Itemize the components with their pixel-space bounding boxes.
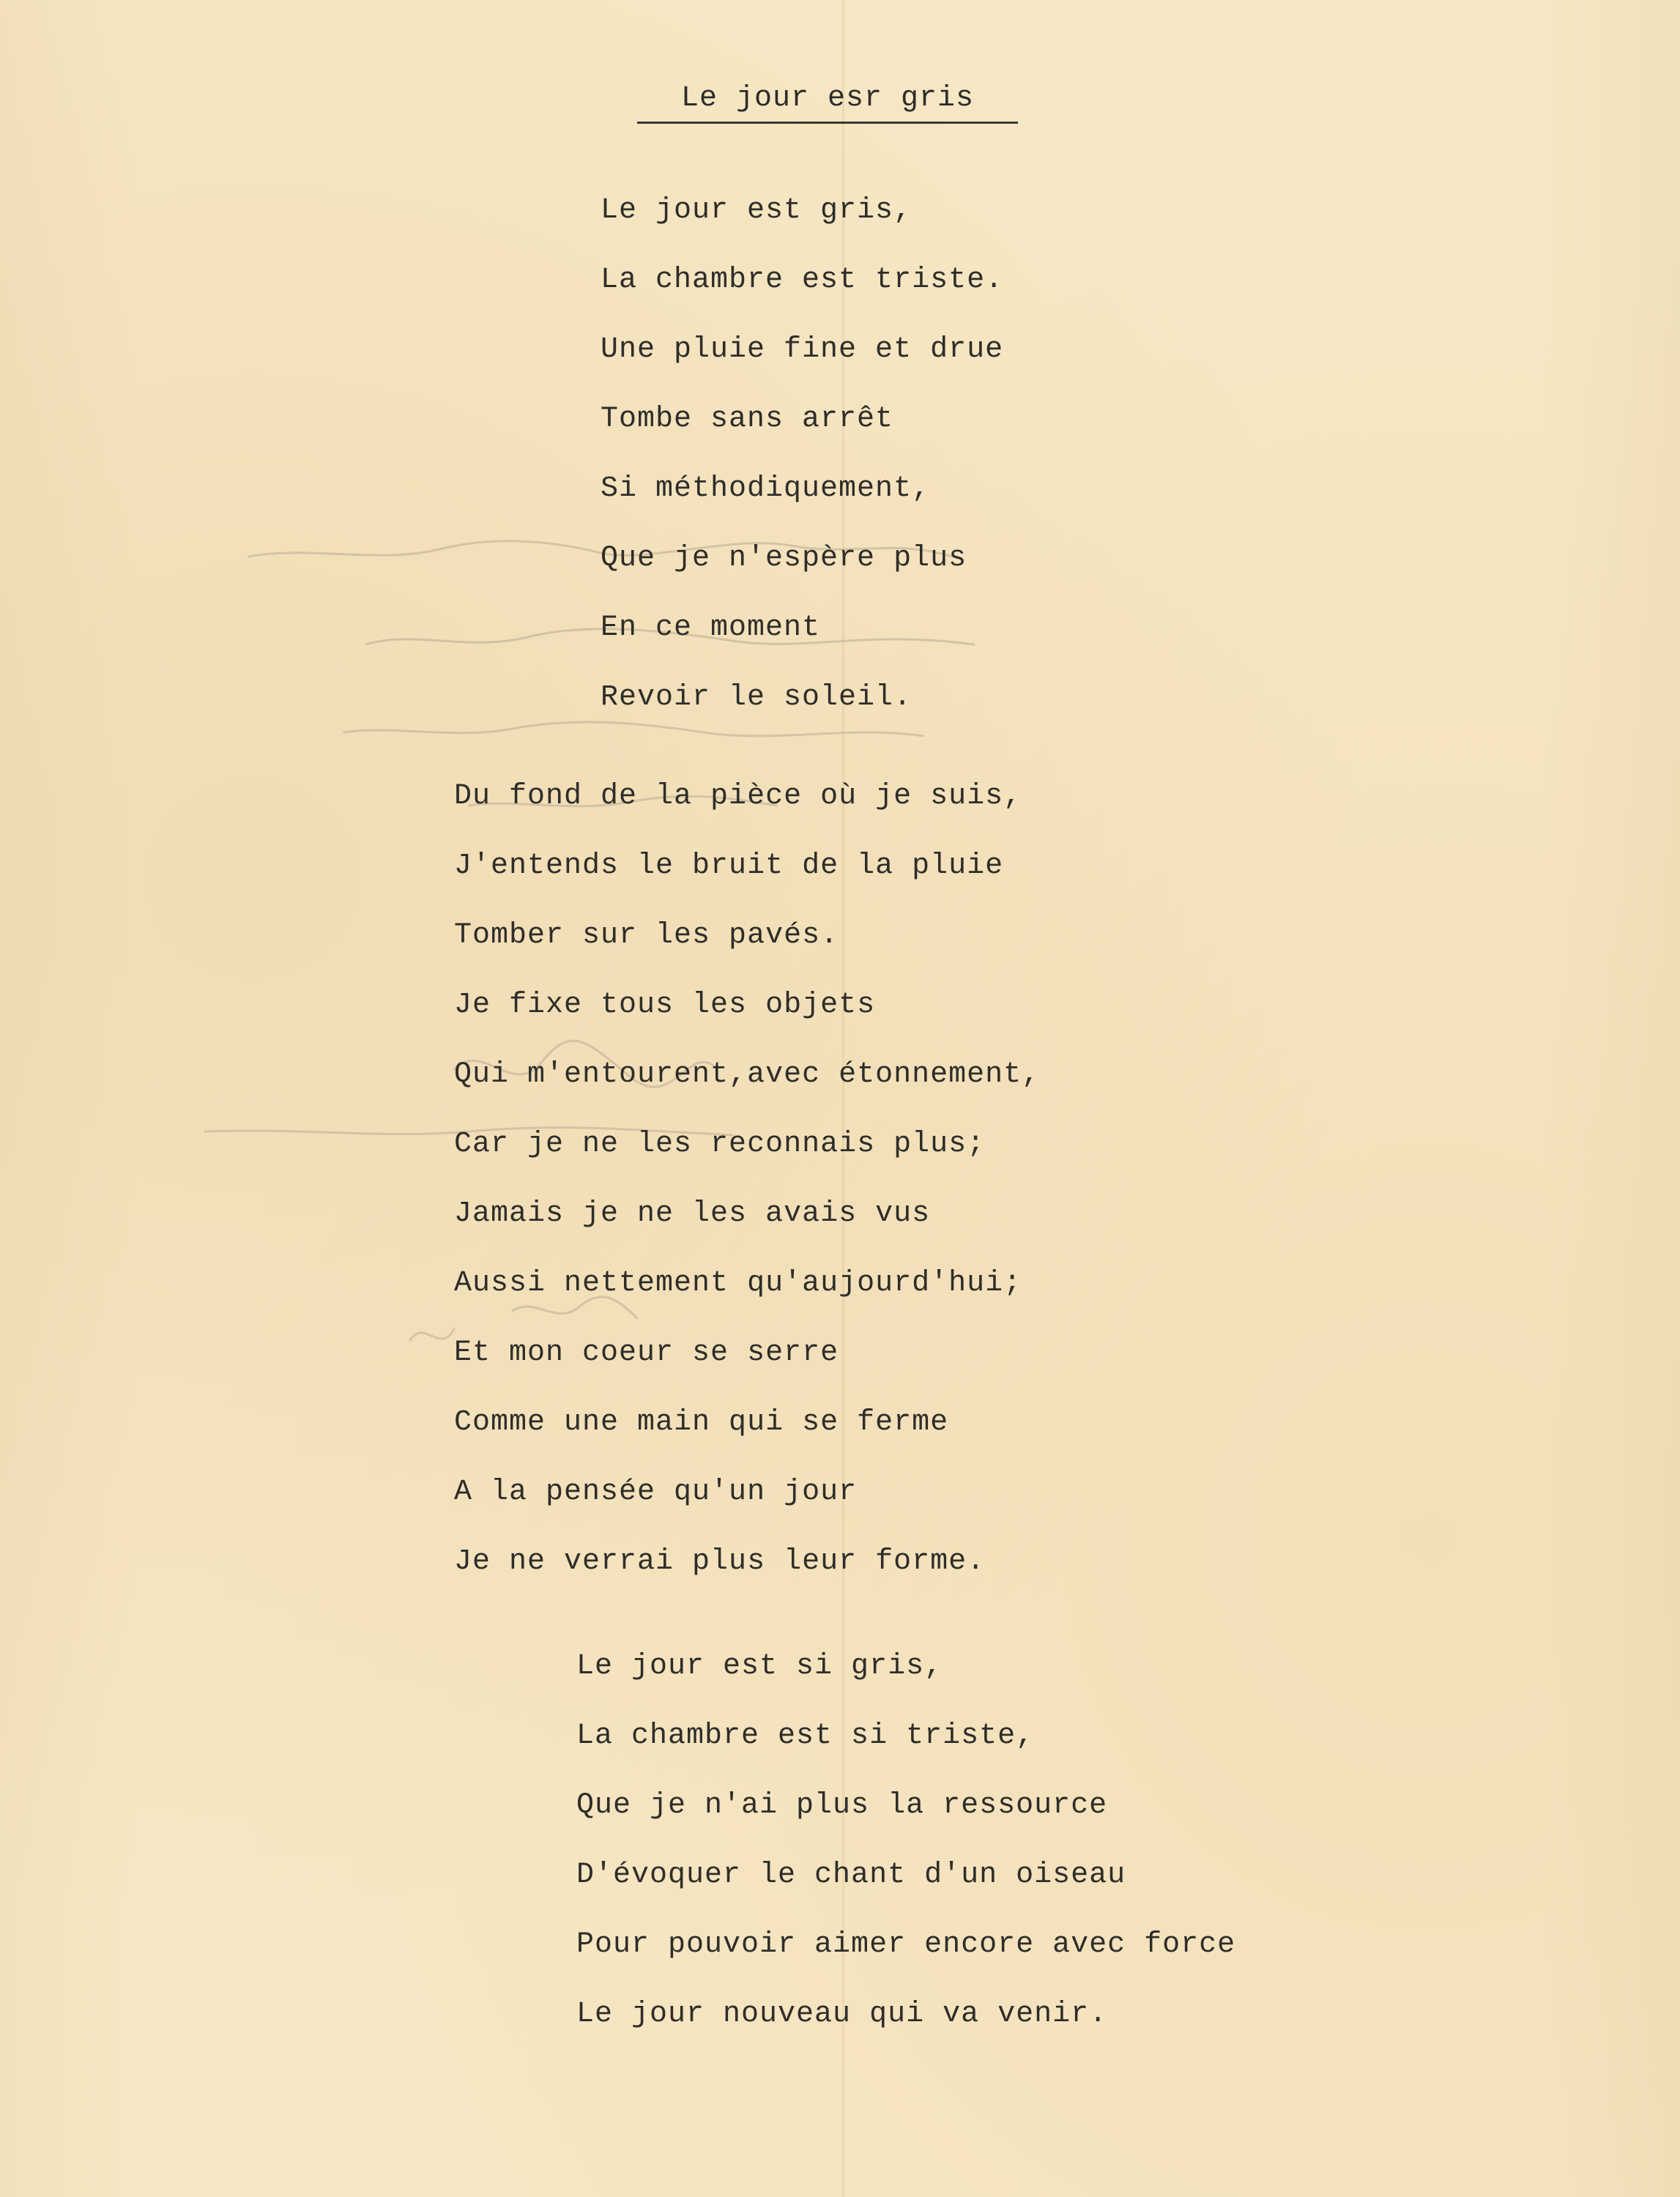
poem-line: Aussi nettement qu'aujourd'hui;	[454, 1267, 1022, 1300]
title-underline	[637, 122, 1018, 124]
poem-line: Jamais je ne les avais vus	[454, 1197, 931, 1230]
poem-line: Le jour nouveau qui va venir.	[576, 1998, 1108, 2031]
poem-line: Du fond de la pièce où je suis,	[454, 780, 1022, 813]
poem-line: Si méthodiquement,	[601, 472, 931, 505]
poem-line: Car je ne les reconnais plus;	[454, 1128, 986, 1161]
poem-line: Que je n'ai plus la ressource	[576, 1789, 1108, 1822]
poem-line: Pour pouvoir aimer encore avec force	[576, 1928, 1236, 1961]
poem-title: Le jour esr gris	[680, 82, 975, 115]
poem-line: Le jour est gris,	[601, 194, 913, 227]
poem-line: A la pensée qu'un jour	[454, 1476, 858, 1509]
poem-line: J'entends le bruit de la pluie	[454, 850, 1004, 882]
poem-line: La chambre est si triste,	[576, 1720, 1035, 1752]
poem-line: Revoir le soleil.	[601, 681, 913, 714]
poem-line: Tomber sur les pavés.	[454, 919, 839, 952]
poem-line: La chambre est triste.	[601, 264, 1004, 297]
poem-line: Le jour est si gris,	[576, 1650, 943, 1683]
poem-line: Tombe sans arrêt	[601, 403, 894, 436]
poem-line: D'évoquer le chant d'un oiseau	[576, 1859, 1126, 1892]
stanza-2	[454, 762, 1040, 1596]
poem-line: Comme une main qui se ferme	[454, 1406, 949, 1439]
stanza-3	[576, 1632, 1235, 2049]
poem-line: Que je n'espère plus	[601, 542, 967, 575]
poem-line: Je fixe tous les objets	[454, 989, 876, 1022]
poem-line: Je ne verrai plus leur forme.	[454, 1545, 986, 1578]
poem-line: Qui m'entourent,avec étonnement,	[454, 1058, 1041, 1091]
poem-line: Une pluie fine et drue	[601, 333, 1004, 366]
poem-line: En ce moment	[601, 611, 821, 644]
poem-line: Et mon coeur se serre	[454, 1337, 839, 1369]
stanza-1	[601, 176, 1003, 732]
